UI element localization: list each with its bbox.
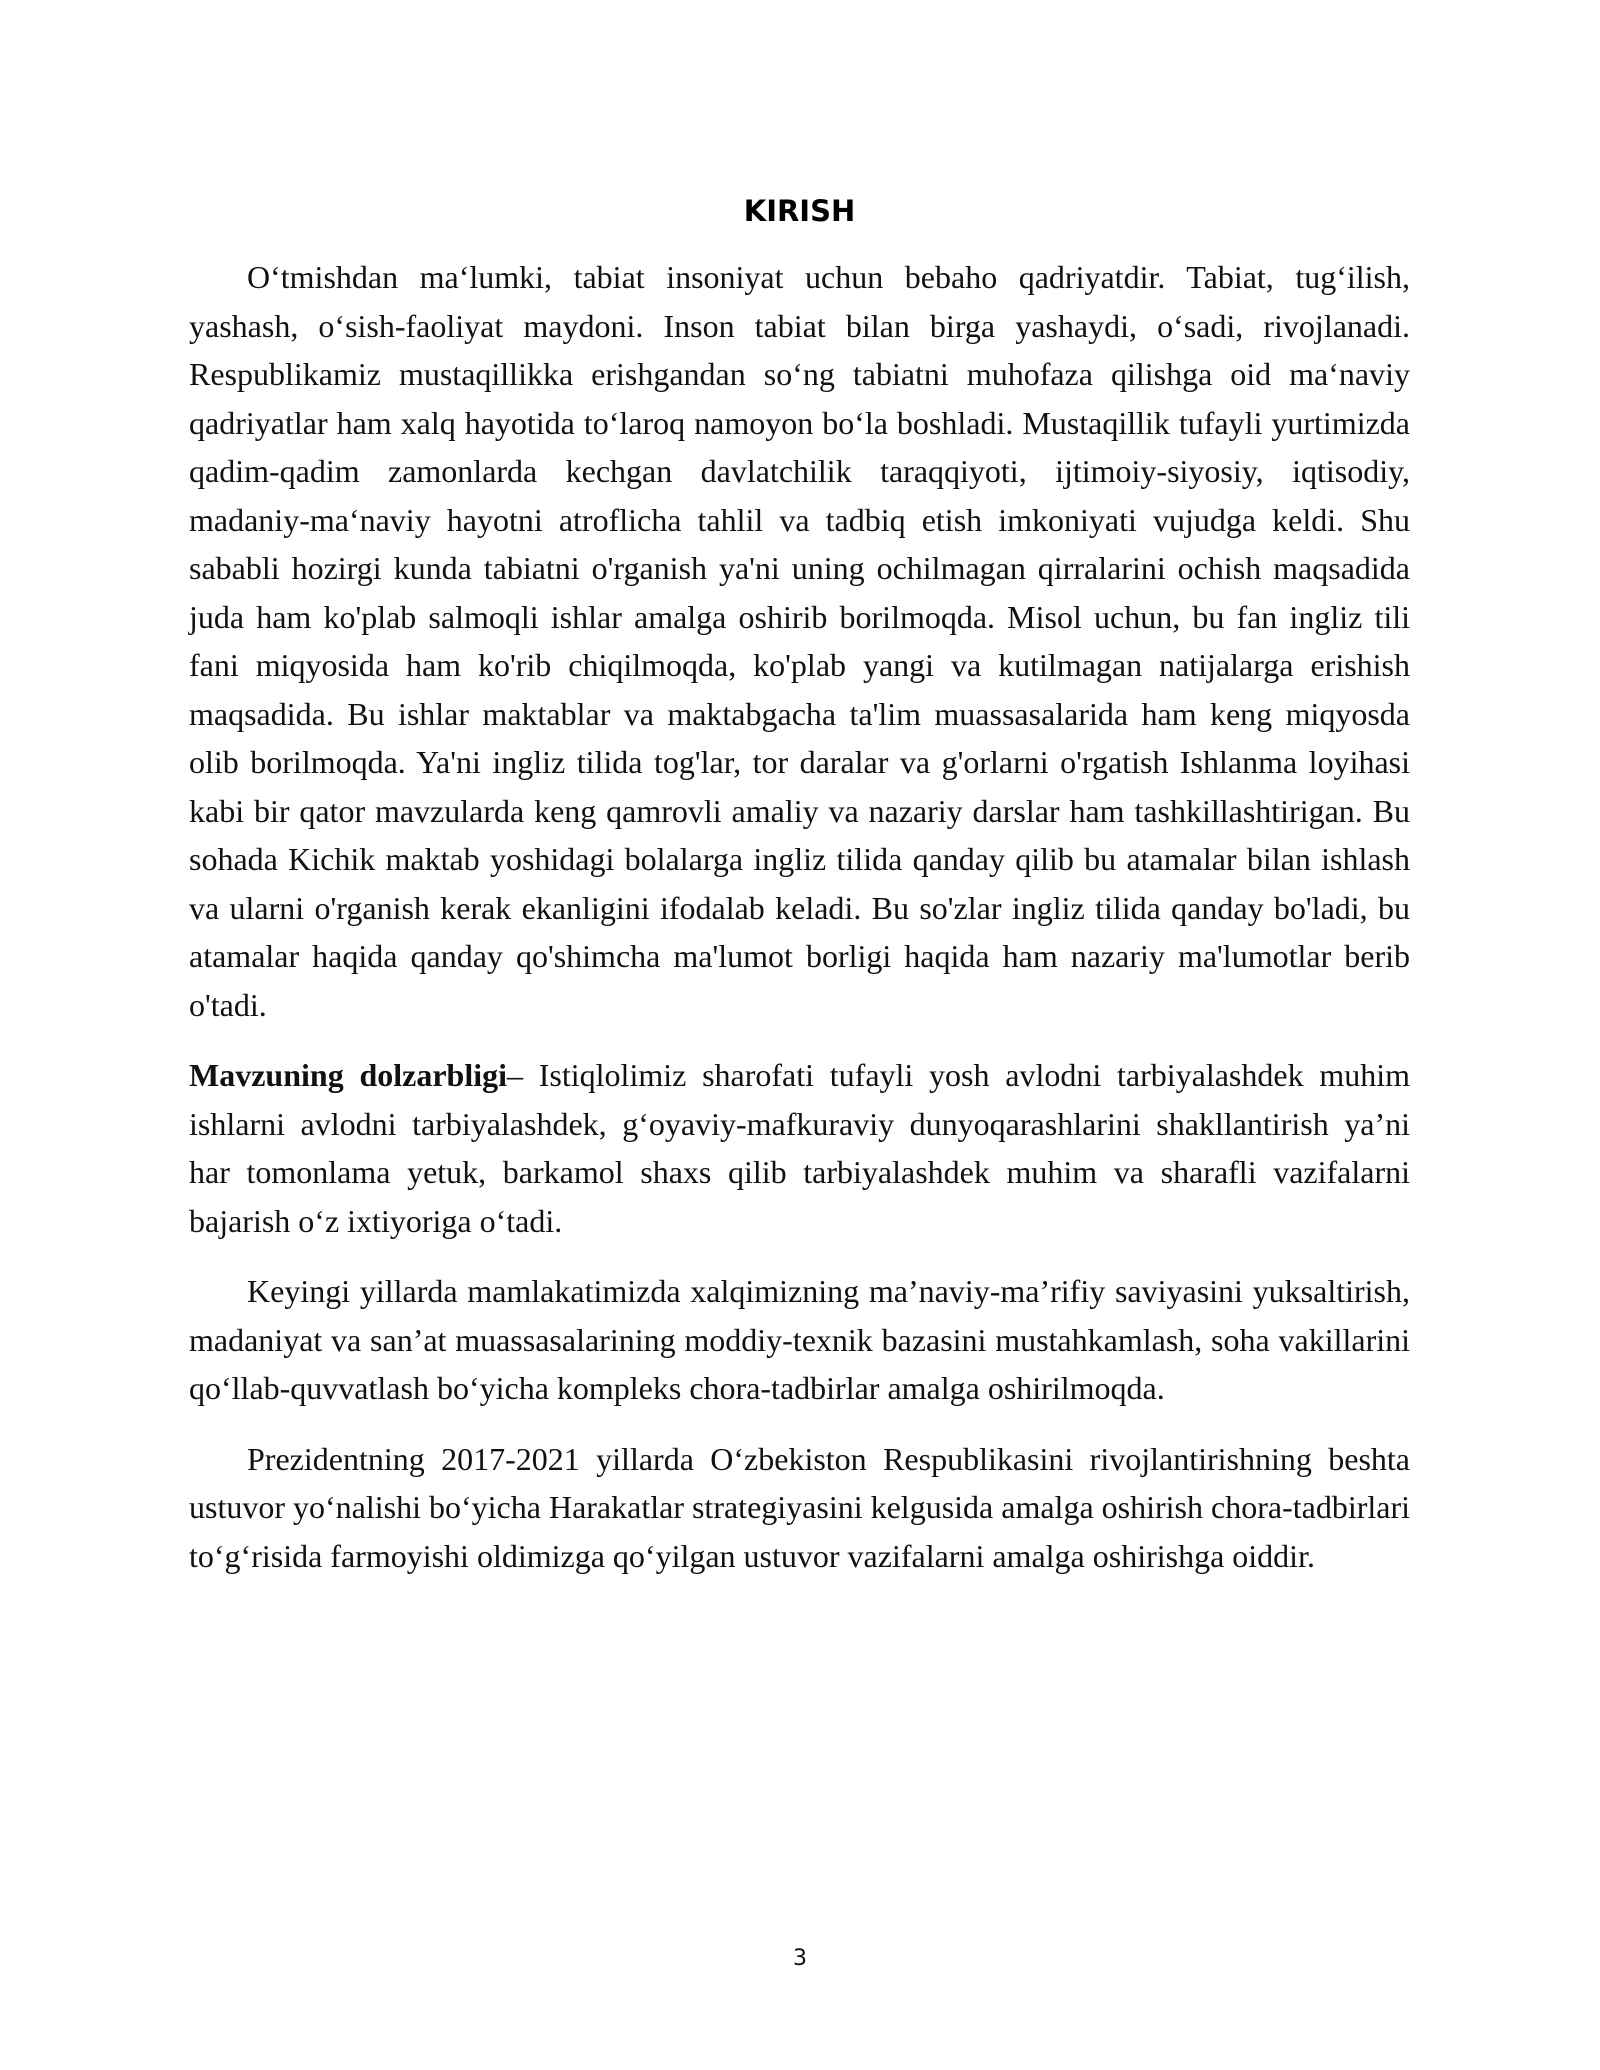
development-paragraph: Keyingi yillarda mamlakatimizda xalqimizning ma’naviy-ma’rifiy saviyasini yuksaltirish, madaniyat va san’at muassasalarining moddiy-texnik bazasini mustahkamlash, soha vakillarini qo‘llab-quvvatlash bo‘yicha kompleks chora-tadbirlar amalga oshirilmoqda.	[189, 1273, 1410, 1406]
page-title: KIRISH	[743, 194, 856, 228]
relevance-paragraph	[189, 1051, 1410, 1245]
relevance-heading: Mavzuning dolzarbligi	[189, 1057, 508, 1093]
relevance-text: – Istiqlolimiz sharofati tufayli yosh avlodni tarbiyalashdek muhim ishlarni avlodni tarbiyalashdek, g‘oyaviy-mafkuraviy dunyoqarashlarini shakllantirish ya’ni har tomonlama yetuk, barkamol shaxs qilib tarbiyalashdek muhim va sharafli vazifalarni bajarish o‘z ixtiyoriga o‘tadi.	[189, 1057, 1411, 1239]
page-number: 3	[793, 1946, 807, 1971]
strategy-paragraph: Prezidentning 2017-2021 yillarda O‘zbekiston Respublikasini rivojlantirishning beshta ustuvor yo‘nalishi bo‘yicha Harakatlar strategiyasini kelgusida amalga oshirish chora-tadbirlari to‘g‘risida farmoyishi oldimizga qo‘yilgan ustuvor vazifalarni amalga oshirishga oiddir.	[189, 1440, 1410, 1574]
intro-paragraph: O‘tmishdan ma‘lumki, tabiat insoniyat uchun bebaho qadriyatdir. Tabiat, tug‘ilish, yashash, o‘sish-faoliyat maydoni. Inson tabiat bilan birga yashaydi, o‘sadi, rivojlanadi. Respublikamiz mustaqillikka erishgandan so‘ng tabiatni muhofaza qilishga oid ma‘naviy qadriyatlar ham xalq hayotida to‘laroq namoyon bo‘la boshladi. Mustaqillik tufayli yurtimizda qadim-qadim zamonlarda kechgan davlatchilik taraqqiyoti, ijtimoiy-siyosiy, iqtisodiy, madaniy-ma‘naviy hayotni atroflicha tahlil va tadbiq etish imkoniyati vujudga keldi. Shu sababli hozirgi kunda tabiatni o'rganish ya'ni uning ochilmagan qirralarini ochish maqsadida juda ham ko'plab salmoqli ishlar amalga oshirib borilmoqda. Misol uchun, bu fan ingliz tili fani miqyosida ham ko'rib chiqilmoqda, ko'plab yangi va kutilmagan natijalarga erishish maqsadida. Bu ishlar maktablar va maktabgacha ta'lim muassasalarida ham keng miqyosda olib borilmoqda. Ya'ni ingliz tilida tog'lar, tor daralar va g'orlarni o'rgatish Ishlanma loyihasi kabi bir qator mavzularda keng qamrovli amaliy va nazariy darslar ham tashkillashtirigan. Bu sohada Kichik maktab yoshidagi bolalarga ingliz tilida qanday qilib bu atamalar bilan ishlash va ularni o'rganish kerak ekanligini ifodalab keladi. Bu so'zlar ingliz tilida qanday bo'ladi, bu atamalar haqida qanday qo'shimcha ma'lumot borligi haqida ham nazariy ma'lumotlar berib o'tadi.	[189, 259, 1410, 1023]
page-content	[189, 190, 1410, 1580]
